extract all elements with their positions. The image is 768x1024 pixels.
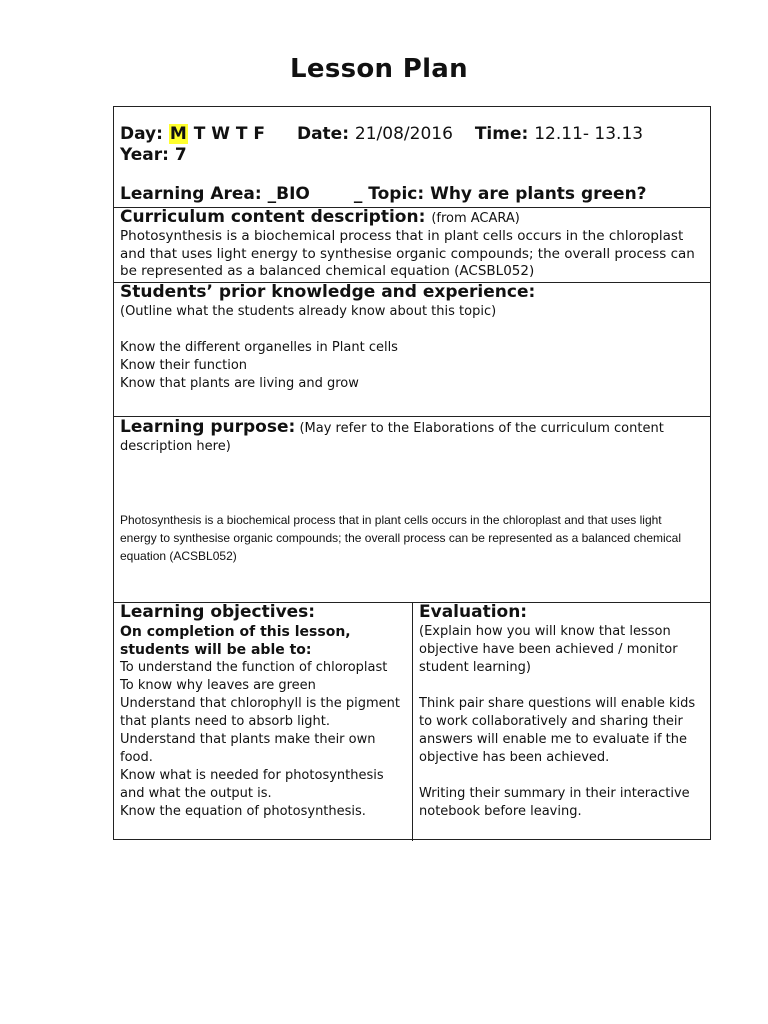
objectives-evaluation-row (114, 602, 710, 841)
evaluation-hint: (Explain how you will know that lesson objective have been achieved / monitor student learning) (419, 624, 678, 675)
evaluation-heading: Evaluation: (419, 602, 528, 622)
header-row (114, 107, 710, 208)
date-label: Date: (296, 124, 349, 144)
curriculum-source: (from ACARA) (431, 211, 520, 226)
topic-value: Why are plants green? (430, 184, 647, 204)
prior-knowledge-list (120, 339, 704, 393)
area-topic-line (120, 184, 647, 205)
prior-knowledge-row (114, 282, 710, 417)
topic-prefix: _ (353, 184, 363, 204)
list-item: Understand that plants make their own food. (120, 732, 376, 765)
page-title: Lesson Plan (290, 54, 468, 84)
learning-area-value: _BIO (267, 184, 310, 204)
lesson-plan-table (113, 106, 711, 840)
prior-knowledge-heading: Students’ prior knowledge and experience: (120, 282, 536, 302)
year-line (120, 145, 187, 166)
learning-purpose-body: Photosynthesis is a biochemical process that in plant cells occurs in the chloroplast and that uses light energy to synthesise organic compounds; the overall process can be represented as a balanced chemical equation (ACSBL052) (120, 513, 681, 563)
learning-purpose-heading: Learning purpose: (120, 417, 296, 437)
topic-label: Topic: (368, 184, 425, 204)
day-selected: M (169, 124, 187, 144)
learning-objectives-cell (114, 602, 413, 841)
list-item: Understand that chlorophyll is the pigment that plants need to absorb light. (120, 696, 400, 729)
learning-area-label: Learning Area: (120, 184, 262, 204)
evaluation-paragraph-2: Writing their summary in their interactive notebook before leaving. (419, 786, 690, 819)
day-options: T W T F (193, 124, 266, 144)
time-value: 12.11- 13.13 (534, 124, 644, 144)
curriculum-row (114, 207, 710, 283)
list-item: Know what is needed for photosynthesis and what the output is. (120, 768, 384, 801)
curriculum-body: Photosynthesis is a biochemical process that in plant cells occurs in the chloroplast and that uses light energy to synthesise organic compounds; the overall process can be represented as a balanced chemical equation (ACSBL052) (120, 228, 695, 279)
date-value: 21/08/2016 (354, 124, 453, 144)
year-label: Year: (120, 145, 169, 165)
learning-objectives-list (120, 659, 406, 821)
learning-objectives-subheading: On completion of this lesson, students will be able to: (120, 624, 351, 658)
time-label: Time: (474, 124, 529, 144)
year-value: 7 (174, 145, 187, 165)
list-item: Know the different organelles in Plant cells (120, 340, 398, 355)
learning-purpose-row (114, 416, 710, 603)
learning-objectives-heading: Learning objectives: (120, 602, 316, 622)
day-date-time-line (120, 124, 643, 145)
list-item: Know that plants are living and grow (120, 376, 359, 391)
evaluation-cell (413, 602, 710, 841)
prior-knowledge-hint: (Outline what the students already know about this topic) (120, 304, 497, 319)
curriculum-heading: Curriculum content description: (120, 207, 426, 227)
day-label: Day: (120, 124, 163, 144)
list-item: Know the equation of photosynthesis. (120, 804, 366, 819)
list-item: To understand the function of chloroplast (120, 660, 388, 675)
evaluation-paragraph-1: Think pair share questions will enable kids to work collaboratively and sharing their answers will enable me to evaluate if the objective has been achieved. (419, 696, 696, 765)
curriculum-heading-line (120, 207, 704, 228)
learning-purpose-hint: (May refer to the Elaborations of the curriculum content description here) (120, 421, 664, 454)
list-item: To know why leaves are green (120, 678, 316, 693)
list-item: Know their function (120, 358, 248, 373)
